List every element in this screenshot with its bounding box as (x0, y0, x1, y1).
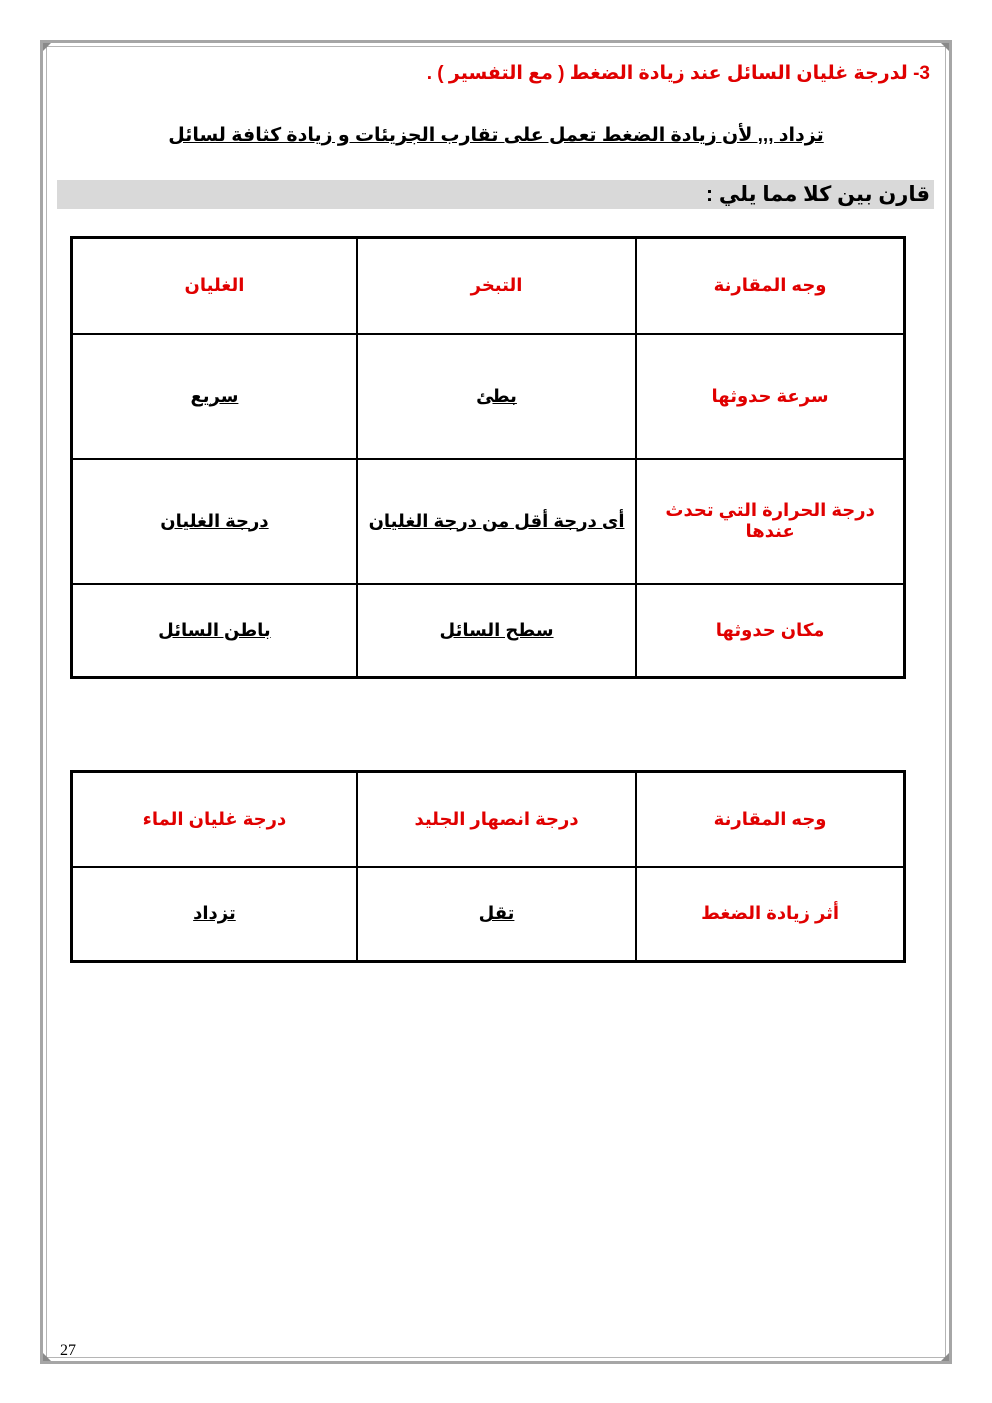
table-cell (357, 459, 636, 584)
corner-ornament-bottom-left (43, 1353, 51, 1361)
cell-answer: بطئ (476, 385, 517, 406)
table-row (72, 334, 905, 459)
page-number: 27 (60, 1342, 76, 1359)
table-cell (72, 459, 357, 584)
table-cell (357, 867, 636, 962)
answer-text: تزداد ,,, لأن زيادة الضغط تعمل على تقارب الجزيئات و زيادة كثافة لسائل (168, 125, 824, 146)
cell-answer: باطن السائل (158, 619, 271, 640)
row-label-cell: أثر زيادة الضغط (636, 867, 904, 962)
comparison-table-evaporation-boiling (70, 236, 906, 679)
row-label-cell: سرعة حدوثها (636, 334, 904, 459)
table-header-cell: درجة غليان الماء (72, 772, 357, 867)
table-row (72, 584, 905, 678)
table-header-cell: الغليان (72, 238, 357, 334)
cell-answer: تقل (478, 903, 515, 924)
cell-answer: سريع (190, 385, 239, 406)
table-header-cell: وجه المقارنة (636, 772, 904, 867)
table-row (72, 459, 905, 584)
table-header-cell: وجه المقارنة (636, 238, 904, 334)
comparison-table-pressure-effect (70, 770, 906, 963)
table-header-cell: التبخر (357, 238, 636, 334)
row-label-cell: مكان حدوثها (636, 584, 904, 678)
corner-ornament-top-right (941, 43, 949, 51)
table-cell (72, 584, 357, 678)
corner-ornament-bottom-right (941, 1353, 949, 1361)
table-header-cell: درجة انصهار الجليد (357, 772, 636, 867)
table-cell (72, 867, 357, 962)
answer-line (60, 124, 932, 147)
corner-ornament-top-left (43, 43, 51, 51)
table-cell (72, 334, 357, 459)
question-heading: 3- لدرجة غليان السائل عند زيادة الضغط ( مع التفسير ) . (426, 63, 930, 84)
section-title: قارن بين كلا مما يلي : (57, 180, 934, 209)
cell-answer: درجة الغليان (160, 510, 269, 531)
table-header-row (72, 772, 905, 867)
cell-answer: تزداد (193, 903, 236, 924)
table-header-row (72, 238, 905, 334)
row-label-cell: درجة الحرارة التي تحدث عندها (636, 459, 904, 584)
table-cell (357, 584, 636, 678)
table-cell (357, 334, 636, 459)
cell-answer: سطح السائل (439, 619, 554, 640)
cell-answer: أى درجة أقل من درجة الغليان (368, 510, 625, 531)
table-row (72, 867, 905, 962)
